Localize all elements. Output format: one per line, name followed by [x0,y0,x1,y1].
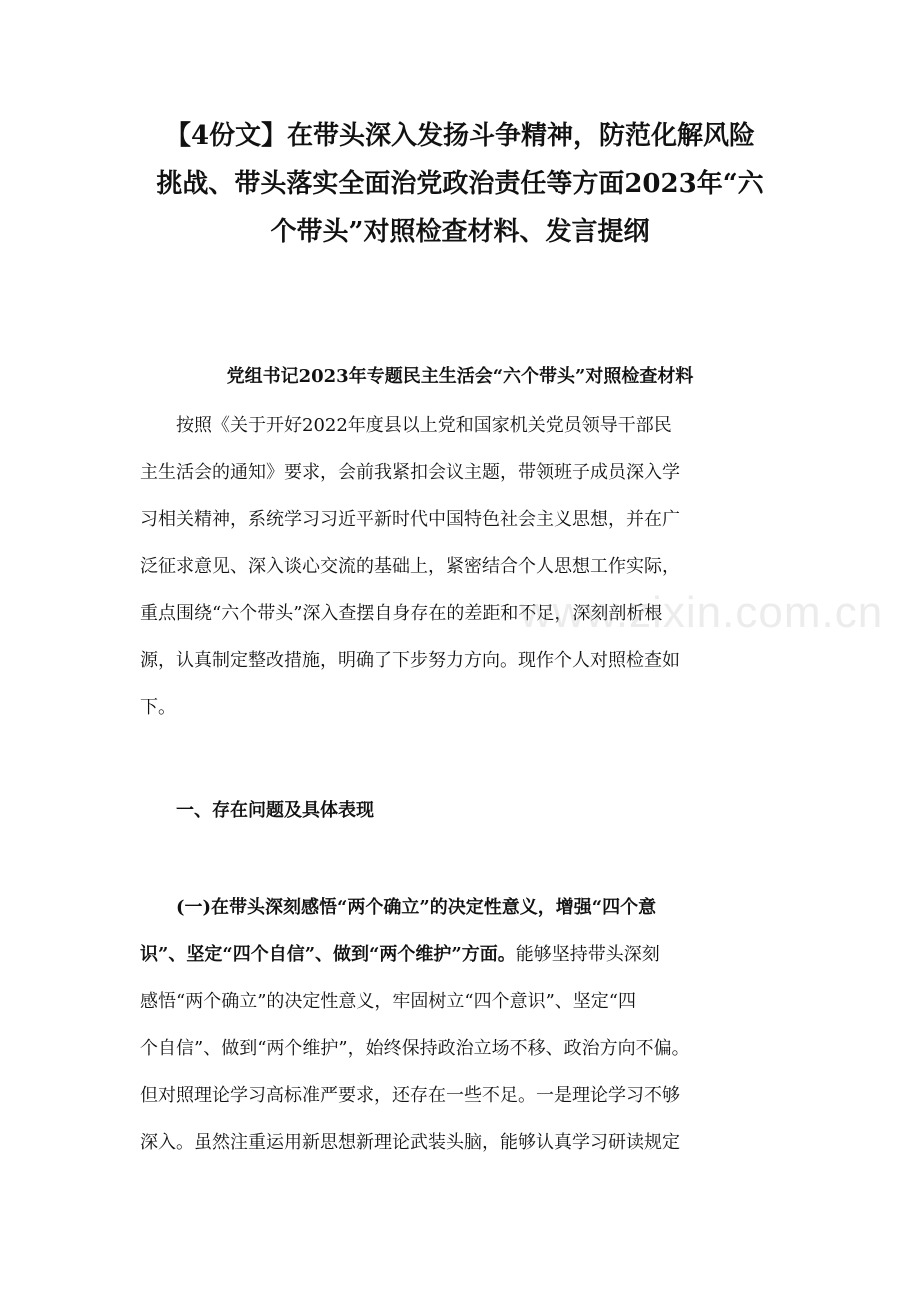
intro-paragraph [140,402,790,731]
paragraph-line: 深入。虽然注重运用新思想新理论武装头脑，能够认真学习研读规定 [140,1132,680,1153]
paragraph-line: 源，认真制定整改措施，明确了下步努力方向。现作个人对照检查如 [140,650,680,671]
heading-problems: 一、存在问题及具体表现 [176,800,374,821]
paragraph-line: 个自信”、做到“两个维护”，始终保持政治立场不移、政治方向不偏。 [140,1038,690,1059]
watermark: www.zixin.com.cn [520,588,884,637]
normal-text: 能够坚持带头深刻 [515,944,660,965]
paragraph-line: 下。 [140,697,176,718]
bold-lead-text: 识”、坚定“四个自信”、做到“两个维护”方面。 [140,944,516,965]
document-title [140,112,780,256]
paragraph-line: 习相关精神，系统学习习近平新时代中国特色社会主义思想，并在广 [140,509,680,530]
paragraph-line: 重点围绕“六个带头”深入查摆自身存在的差距和不足，深刻剖析根 [140,603,663,624]
paragraph-line: 感悟“两个确立”的决定性意义，牢固树立“四个意识”、坚定“四 [140,991,637,1012]
paragraph-line: 泛征求意见、深入谈心交流的基础上，紧密结合个人思想工作实际， [140,556,680,577]
title-line: 个带头”对照检查材料、发言提纲 [270,217,650,247]
paragraph-line: 但对照理论学习高标准严要求，还存在一些不足。一是理论学习不够 [140,1085,680,1106]
item-one-paragraph [140,884,790,1166]
section-title: 党组书记2023年专题民主生活会“六个带头”对照检查材料 [226,366,694,387]
paragraph-line [140,931,790,978]
paragraph-line: (一)在带头深刻感悟“两个确立”的决定性意义，增强“四个意 [140,897,657,918]
title-line: 【4份文】在带头深入发扬斗争精神，防范化解风险 [164,121,756,151]
paragraph-line: 按照《关于开好2022年度县以上党和国家机关党员领导干部民 [140,415,672,436]
title-line: 挑战、带头落实全面治党政治责任等方面2023年“六 [156,169,764,199]
paragraph-line: 主生活会的通知》要求，会前我紧扣会议主题，带领班子成员深入学 [140,462,680,483]
